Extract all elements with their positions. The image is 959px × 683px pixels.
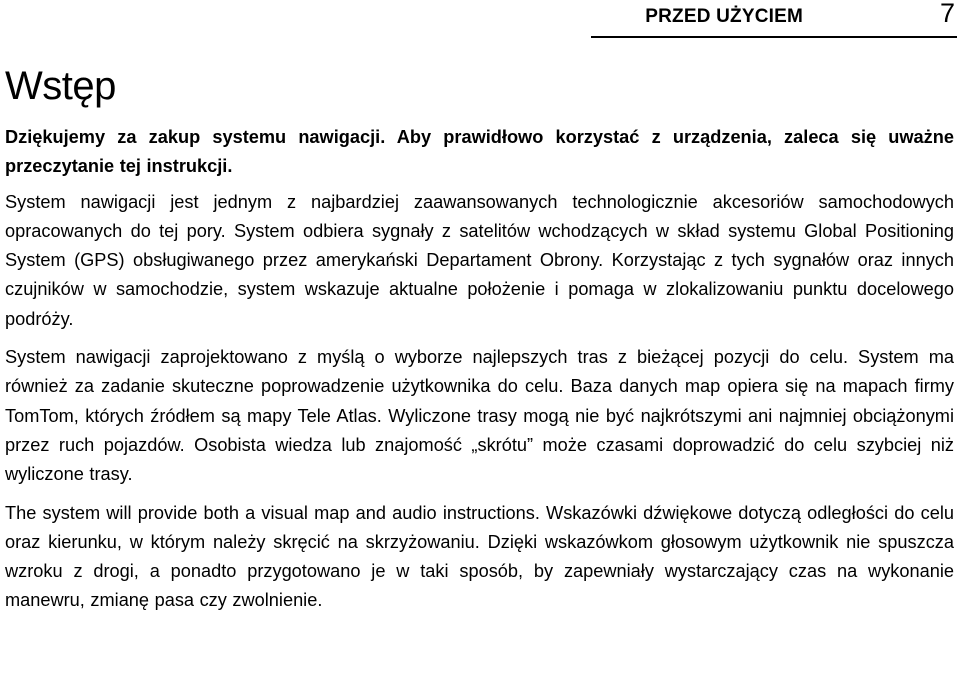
- section-heading: Wstęp: [5, 64, 116, 108]
- instructions-paragraph: The system will provide both a visual map and audio instructions. Wskazówki dźwiękowe dotyczą odległości do celu oraz kierunku, w którym należy skręcić na skrzyżowaniu. Dzięki wskazówkom głosowym użytkownik nie spuszcza wzroku z drogi, a ponadto przygotowano je w taki sposób, by zapewniały wystarczający czas na wykonanie manewru, zmianę pasa czy zwolnienie.: [5, 502, 954, 611]
- page-number: 7: [939, 0, 955, 28]
- gps-paragraph: System nawigacji jest jednym z najbardziej zaawansowanych technologicznie akcesoriów samochodowych opracowanych do tej pory. System odbiera sygnały z satelitów wchodzących w skład systemu Global Positioning System (GPS) obsługiwanego przez amerykański Departament Obrony. Korzystając z tych sygnałów oraz innych czujników w samochodzie, system wskazuje aktualne położenie i pomaga w zlokalizowaniu punktu docelowego podróży.: [5, 191, 954, 329]
- routes-paragraph: System nawigacji zaprojektowano z myślą o wyborze najlepszych tras z bieżącej pozycji do celu. System ma również za zadanie skuteczne poprowadzenie użytkownika do celu. Baza danych map opiera się na mapach firmy TomTom, których źródłem są mapy Tele Atlas. Wyliczone trasy mogą nie być najkrótszymi ani najmniej obciążonymi przez ruch pojazdów. Osobista wiedza lub znajomość „skrótu” może czasami doprowadzić do celu szybciej niż wyliczone trasy.: [5, 347, 954, 485]
- intro-paragraph: Dziękujemy za zakup systemu nawigacji. Aby prawidłowo korzystać z urządzenia, zaleca się uważne przeczytanie tej instrukcji.: [5, 127, 954, 177]
- header-rule: [591, 36, 957, 38]
- running-header: [0, 0, 959, 40]
- page-content: [5, 60, 954, 624]
- running-header-title: PRZED UŻYCIEM: [645, 6, 803, 27]
